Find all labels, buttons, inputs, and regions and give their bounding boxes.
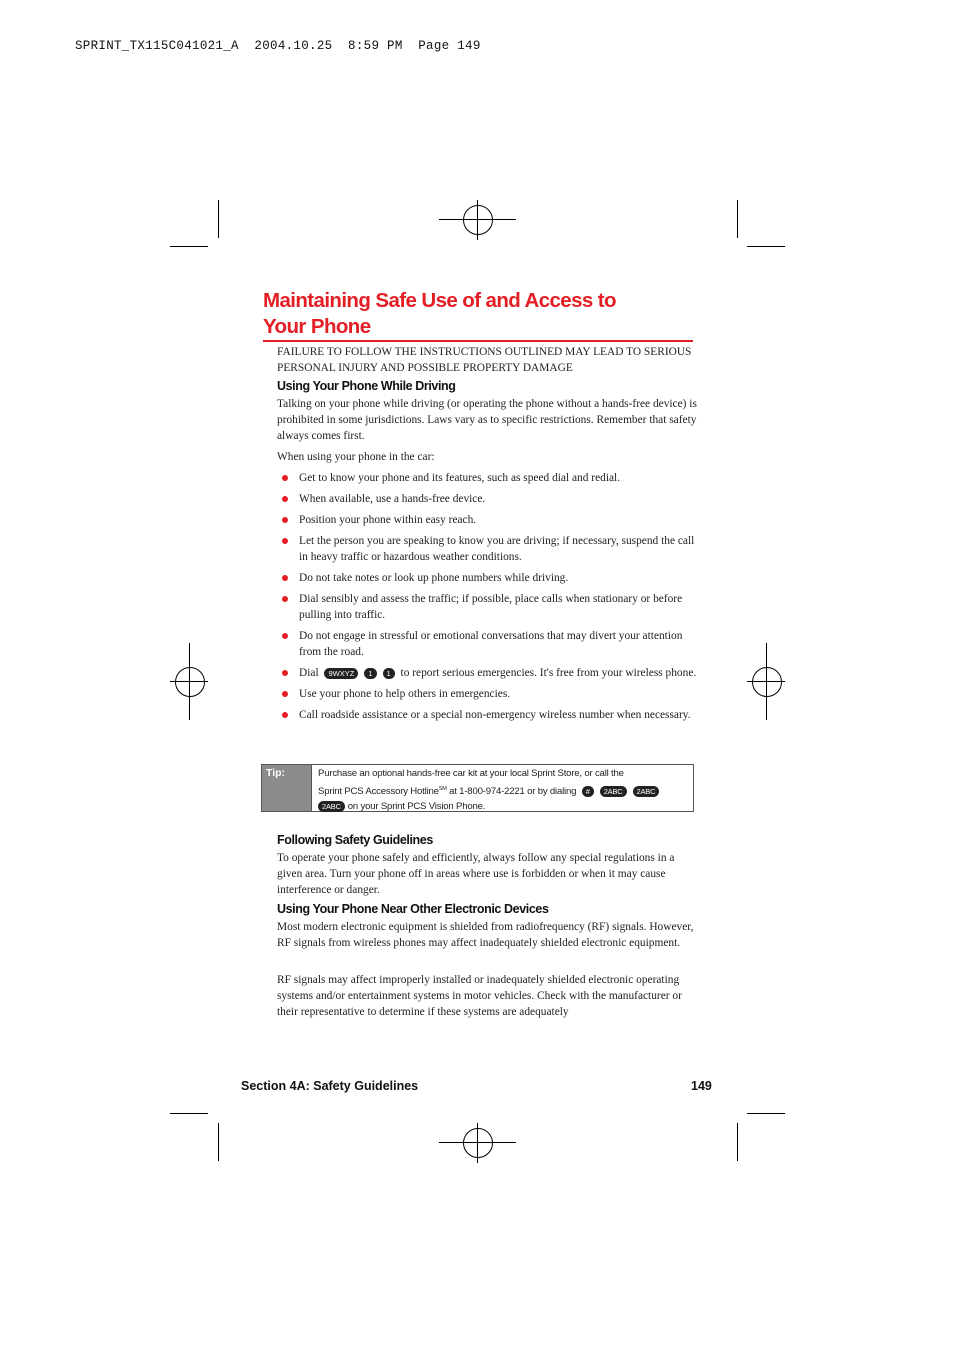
section-heading-safety: Following Safety Guidelines <box>277 833 433 847</box>
bullet-icon <box>282 496 288 502</box>
tip-label: Tip: <box>262 765 312 811</box>
print-header: SPRINT_TX115C041021_A 2004.10.25 8:59 PM Page 149 <box>75 39 481 53</box>
section-heading-electronic: Using Your Phone Near Other Electronic Devices <box>277 902 549 916</box>
key-2-icon: 2ABC <box>318 801 345 812</box>
tip-text: Purchase an optional hands-free car kit at your local Sprint Store, or call the Sprint PCS Accessory Hotline℠ at 1-800-974-2221 or by dialing # 2ABC 2ABC 2ABC on your Sprint PCS Vision Phone. <box>318 766 690 815</box>
warning-text: FAILURE TO FOLLOW THE INSTRUCTIONS OUTLINED MAY LEAD TO SERIOUS PERSONAL INJURY AND POSSIBLE PROPERTY DAMAGE <box>277 346 692 374</box>
list-item: Do not take notes or look up phone numbers while driving. <box>281 570 701 586</box>
footer-section: Section 4A: Safety Guidelines <box>241 1079 419 1093</box>
list-item: Use your phone to help others in emergencies. <box>281 686 701 702</box>
key-2-icon: 2ABC <box>633 786 660 797</box>
bullet-icon <box>282 691 288 697</box>
bullet-icon <box>282 596 288 602</box>
bullet-icon <box>282 538 288 544</box>
list-item: Let the person you are speaking to know you are driving; if necessary, suspend the call in heavy traffic or hazardous weather conditions. <box>281 533 701 565</box>
crop-mark <box>737 200 738 238</box>
driving-bullet-list <box>281 470 701 728</box>
title-line-2: Your Phone <box>263 315 371 338</box>
key-9-icon: 9WXYZ <box>324 668 358 679</box>
crop-mark <box>737 1123 738 1161</box>
crop-mark <box>218 200 219 238</box>
driving-paragraph-1: Talking on your phone while driving (or operating the phone without a hands-free device) is prohibited in some jurisdictions. Laws vary as to specific restrictions. Remember that safety always comes first. <box>277 398 697 442</box>
driving-paragraph-2: When using your phone in the car: <box>277 451 435 463</box>
footer-page-number: 149 <box>691 1079 712 1093</box>
list-item: When available, use a hands-free device. <box>281 491 701 507</box>
bullet-icon <box>282 475 288 481</box>
key-pound-icon: # <box>582 786 594 797</box>
crop-mark <box>170 1113 208 1114</box>
key-1-icon: 1 <box>383 668 395 679</box>
section-heading-driving: Using Your Phone While Driving <box>277 379 456 393</box>
list-item: Dial sensibly and assess the traffic; if possible, place calls when stationary or before pulling into traffic. <box>281 591 701 623</box>
title-rule <box>263 340 693 342</box>
crop-mark <box>170 246 208 247</box>
crop-mark <box>218 1123 219 1161</box>
bullet-icon <box>282 575 288 581</box>
title-line-1: Maintaining Safe Use of and Access to <box>263 289 616 312</box>
list-item: Get to know your phone and its features, such as speed dial and redial. <box>281 470 701 486</box>
crop-mark <box>747 246 785 247</box>
page-title <box>263 288 703 340</box>
bullet-icon <box>282 633 288 639</box>
safety-paragraph: To operate your phone safely and efficiently, always follow any special regulations in a given area. Turn your phone off in areas where use is forbidden or when it may cause interference or danger. <box>277 852 675 896</box>
bullet-icon <box>282 517 288 523</box>
bullet-icon <box>282 670 288 676</box>
bullet-icon <box>282 712 288 718</box>
list-item: Call roadside assistance or a special non-emergency wireless number when necessary. <box>281 707 701 723</box>
list-item-dial: Dial 9WXYZ 1 1 to report serious emergencies. It's free from your wireless phone. <box>281 665 701 681</box>
electronic-paragraph-2: RF signals may affect improperly installed or inadequately shielded electronic operating systems and/or entertainment systems in motor vehicles. Check with the manufacturer or their representative to determine if these systems are adequately <box>277 974 682 1018</box>
list-item: Position your phone within easy reach. <box>281 512 701 528</box>
electronic-paragraph-1: Most modern electronic equipment is shielded from radiofrequency (RF) signals. However, RF signals from wireless phones may affect inadequately shielded electronic equipment. <box>277 921 694 949</box>
key-2-icon: 2ABC <box>600 786 627 797</box>
tip-box <box>261 764 694 812</box>
crop-mark <box>747 1113 785 1114</box>
list-item: Do not engage in stressful or emotional conversations that may divert your attention from the road. <box>281 628 701 660</box>
key-1-icon: 1 <box>364 668 376 679</box>
